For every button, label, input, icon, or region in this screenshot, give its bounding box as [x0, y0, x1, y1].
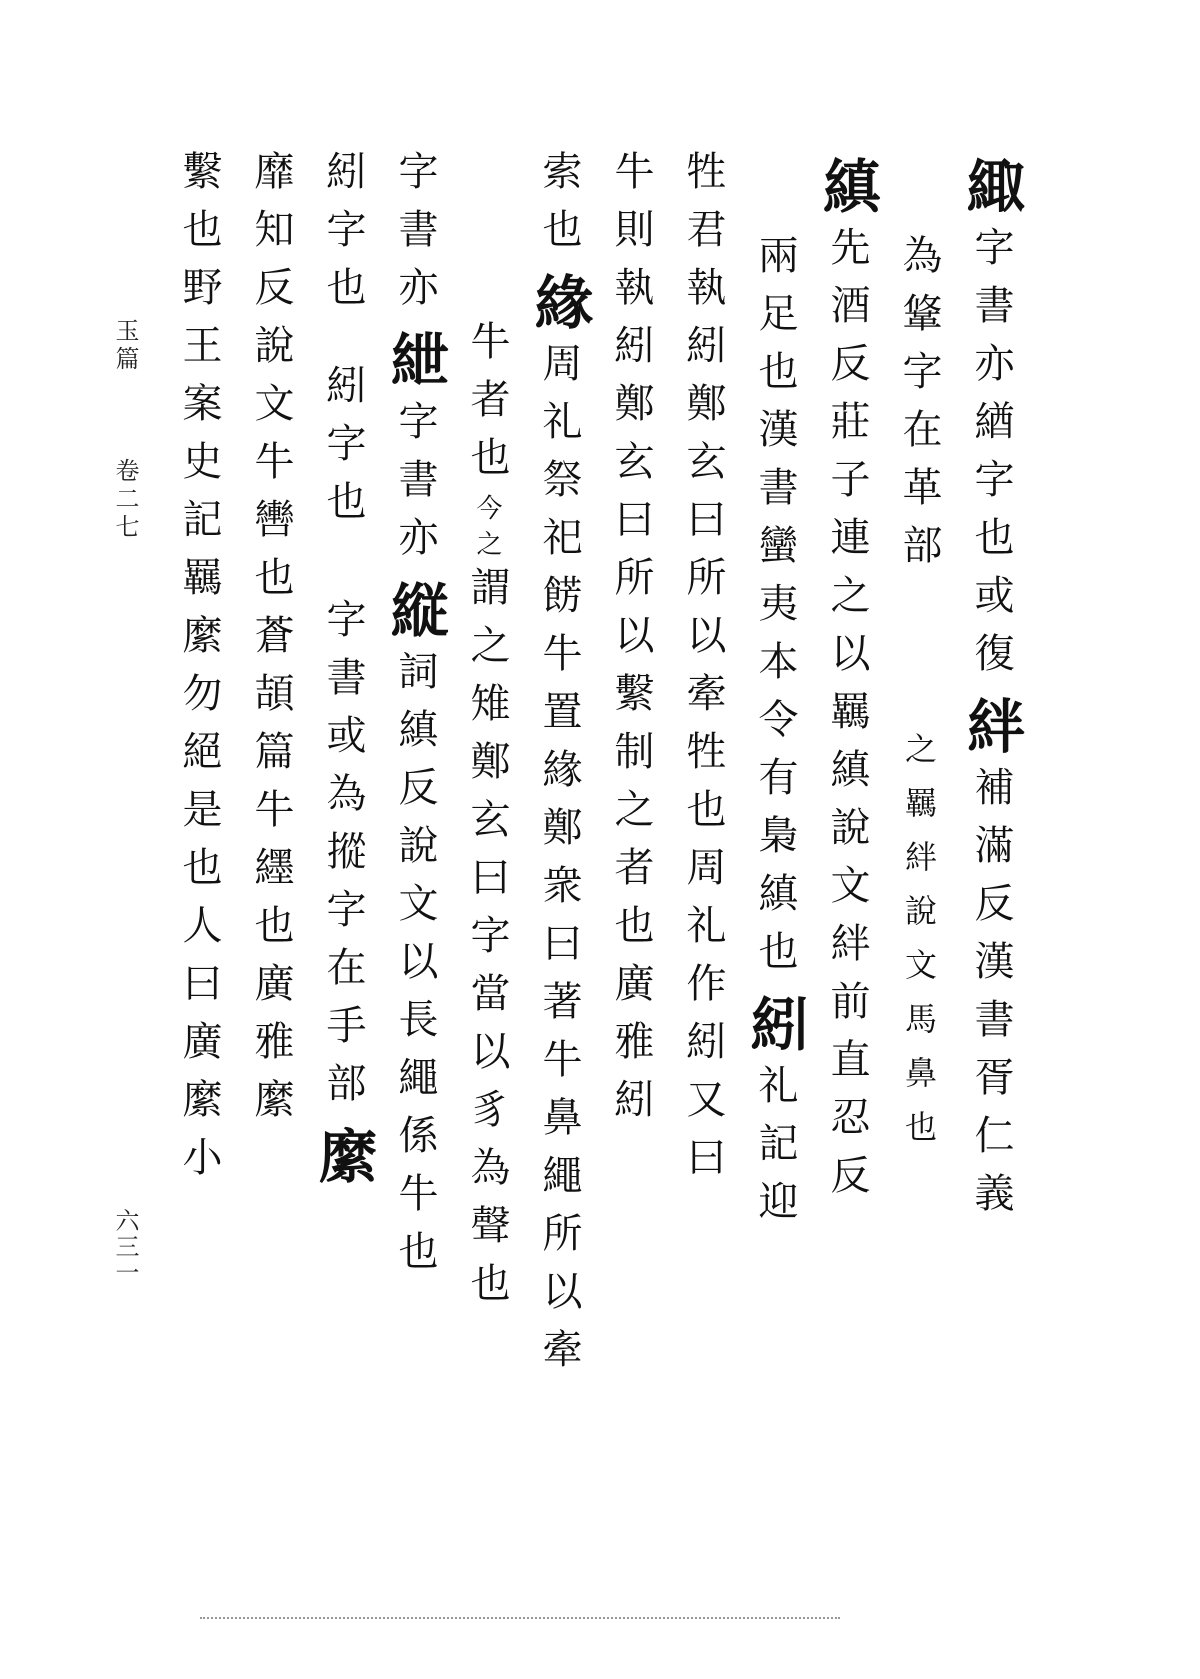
gloss-text: 為䩦字在革部 — [896, 234, 942, 582]
text-column-7 — [525, 150, 593, 1580]
gloss-text: 字書或為摐字在手部 — [320, 598, 366, 1120]
main-text-block — [170, 150, 1025, 1580]
headword-glyph: 縻 — [309, 1126, 377, 1184]
headword-glyph: 緅 — [957, 156, 1025, 214]
gloss-text: 先酒反莊子連之以羈縝說文絆前 — [824, 226, 870, 1038]
book-title: 玉篇 — [111, 318, 139, 374]
text-column-10 — [309, 150, 377, 1580]
gloss-text: 牛者也 — [464, 320, 510, 494]
text-column-12 — [170, 150, 228, 1580]
gloss-text: 兩足也漢書蠻夷本令有梟縝也 — [752, 234, 798, 988]
headword-glyph: 紲 — [381, 330, 449, 388]
gloss-text: 直忍反 — [824, 1038, 870, 1212]
gloss-text: 字書亦 — [392, 150, 438, 324]
interlinear-note: 今之 — [472, 494, 502, 566]
gloss-text: 補滿反漢書胥仁義 — [968, 766, 1014, 1230]
gloss-text: 靡知反說文牛轡也蒼頡篇牛纆也廣雅縻 — [248, 150, 294, 1136]
text-column-5 — [674, 150, 732, 1580]
headword-glyph: 絆 — [957, 696, 1025, 754]
gloss-text: 礼記迎 — [752, 1064, 798, 1238]
text-column-2 — [890, 150, 948, 1580]
volume-label: 卷二七 — [111, 458, 139, 542]
gloss-text: 牲君執紖鄭玄曰所以牽牲也周礼作紖又曰 — [680, 150, 726, 1194]
bottom-rule-divider — [200, 1617, 840, 1619]
gloss-text: 詞縝反說文以長繩係牛也 — [392, 650, 438, 1288]
headword-glyph: 緣 — [525, 272, 593, 330]
gloss-note-text: 之羈絆說文馬鼻也 — [900, 732, 938, 1164]
text-column-4 — [741, 150, 809, 1580]
text-column-6 — [602, 150, 660, 1580]
headword-glyph: 縦 — [381, 580, 449, 638]
headword-glyph: 紖 — [741, 994, 809, 1052]
text-column-1 — [957, 150, 1025, 1580]
margin-book-title — [108, 318, 143, 542]
gloss-text: 繫也野王案史記羈縻勿絕是也人曰廣縻小 — [176, 150, 222, 1194]
gloss-text: 牛則執紖鄭玄曰所以繫制之者也廣雅紖 — [608, 150, 654, 1136]
gloss-text: 謂之雉鄭玄曰字當以豸為聲也 — [464, 566, 510, 1320]
gloss-text: 周礼祭祀餝牛置緣鄭衆曰著牛鼻繩所以牽 — [536, 342, 582, 1386]
text-column-11 — [242, 150, 300, 1580]
headword-glyph: 縝 — [813, 156, 881, 214]
gloss-text: 紖字也 — [320, 364, 366, 538]
gloss-text: 字書亦 — [392, 400, 438, 574]
page-number: 六三一 — [111, 1208, 139, 1286]
text-column-3 — [813, 150, 881, 1580]
text-column-9 — [381, 150, 449, 1580]
text-column-8 — [458, 150, 516, 1580]
gloss-text: 字書亦緧字也或復 — [968, 226, 1014, 690]
gloss-text: 紖字也 — [320, 150, 366, 324]
gloss-text: 索也 — [536, 150, 582, 266]
